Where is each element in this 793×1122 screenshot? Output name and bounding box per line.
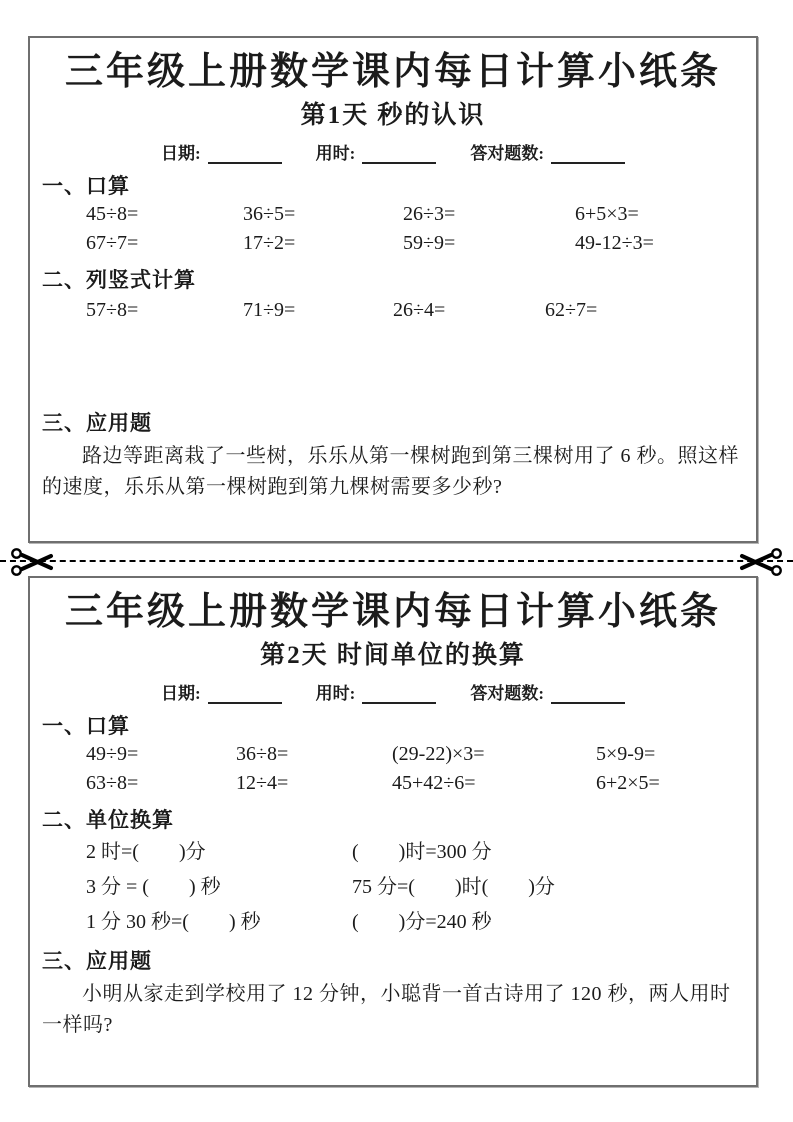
meta-row	[42, 680, 744, 704]
word-problem-text: 路边等距离栽了一些树，乐乐从第一棵树跑到第三棵树用了 6 秒。照这样的速度，乐乐从第一棵树跑到第九棵树需要多少秒?	[42, 445, 739, 498]
math-problem: 36÷8=	[236, 743, 289, 765]
word-problem-text: 小明从家走到学校用了 12 分钟，小聪背一首古诗用了 120 秒，两人用时一样吗?	[42, 983, 731, 1036]
math-problem: 71÷9=	[243, 299, 296, 321]
score-label: 答对题数:	[470, 144, 544, 163]
time-label: 用时:	[315, 684, 356, 703]
vertical-calc-row	[42, 296, 744, 325]
oral-heading: 一、口算	[42, 174, 130, 198]
math-problem: 2 时=( )分	[86, 841, 206, 863]
time-blank-line	[362, 146, 436, 164]
math-problem: ( )时=300 分	[352, 841, 492, 863]
date-blank-line	[208, 146, 282, 164]
math-problem: 36÷5=	[243, 203, 296, 225]
math-problem: 12÷4=	[236, 772, 289, 794]
word-problem-heading: 三、应用题	[42, 411, 152, 435]
vertical-calc-heading: 二、列竖式计算	[42, 268, 196, 292]
unit-conversion-row	[42, 871, 744, 904]
date-field	[161, 139, 282, 164]
meta-row	[42, 140, 744, 164]
math-problem: 17÷2=	[243, 232, 296, 254]
day-title: 第2天 时间单位的换算	[260, 642, 526, 669]
math-problem: 45+42÷6=	[392, 772, 476, 794]
oral-row	[42, 740, 744, 769]
time-field	[316, 679, 437, 704]
math-problem: 75 分=( )时( )分	[352, 876, 555, 898]
time-field	[316, 139, 437, 164]
math-problem: 26÷4=	[393, 299, 446, 321]
time-blank-line	[362, 686, 436, 704]
math-problem: 6+2×5=	[596, 772, 660, 794]
unit-conversion-heading: 二、单位换算	[42, 808, 174, 832]
math-problem: 49÷9=	[86, 743, 139, 765]
date-label: 日期:	[160, 684, 201, 703]
math-problem: 59÷9=	[403, 232, 456, 254]
time-label: 用时:	[315, 144, 356, 163]
date-field	[161, 679, 282, 704]
section-title: 三年级上册数学课内每日计算小纸条	[64, 591, 721, 633]
oral-row	[42, 200, 744, 229]
math-problem: 67÷7=	[86, 232, 139, 254]
math-problem: ( )分=240 秒	[352, 911, 492, 933]
oral-heading: 一、口算	[42, 714, 130, 738]
math-problem: 3 分 = ( ) 秒	[86, 876, 221, 898]
day-title: 第1天 秒的认识	[300, 102, 486, 129]
math-problem: 26÷3=	[403, 203, 456, 225]
scissors-icon	[739, 547, 783, 577]
score-field	[470, 139, 625, 164]
math-problem: 1 分 30 秒=( ) 秒	[86, 911, 261, 933]
word-problem-heading: 三、应用题	[42, 949, 152, 973]
date-label: 日期:	[160, 144, 201, 163]
score-blank-line	[551, 146, 625, 164]
worksheet-card-day1	[28, 36, 758, 543]
cut-line	[0, 548, 793, 576]
math-problem: 63÷8=	[86, 772, 139, 794]
math-problem: 62÷7=	[545, 299, 598, 321]
oral-row	[42, 229, 744, 258]
date-blank-line	[208, 686, 282, 704]
score-label: 答对题数:	[470, 684, 544, 703]
math-problem: 57÷8=	[86, 299, 139, 321]
math-problem: 5×9-9=	[596, 743, 656, 765]
score-blank-line	[551, 686, 625, 704]
working-space	[42, 325, 744, 401]
worksheet-card-day2	[28, 576, 758, 1087]
math-problem: 49-12÷3=	[575, 232, 654, 254]
math-problem: 6+5×3=	[575, 203, 639, 225]
math-problem: (29-22)×3=	[392, 743, 485, 765]
math-problem: 45÷8=	[86, 203, 139, 225]
dashed-cut-line	[0, 560, 793, 562]
oral-row	[42, 769, 744, 798]
section-title: 三年级上册数学课内每日计算小纸条	[64, 51, 721, 93]
unit-conversion-row	[42, 836, 744, 869]
score-field	[470, 679, 625, 704]
scissors-icon	[10, 547, 54, 577]
unit-conversion-row	[42, 906, 744, 939]
